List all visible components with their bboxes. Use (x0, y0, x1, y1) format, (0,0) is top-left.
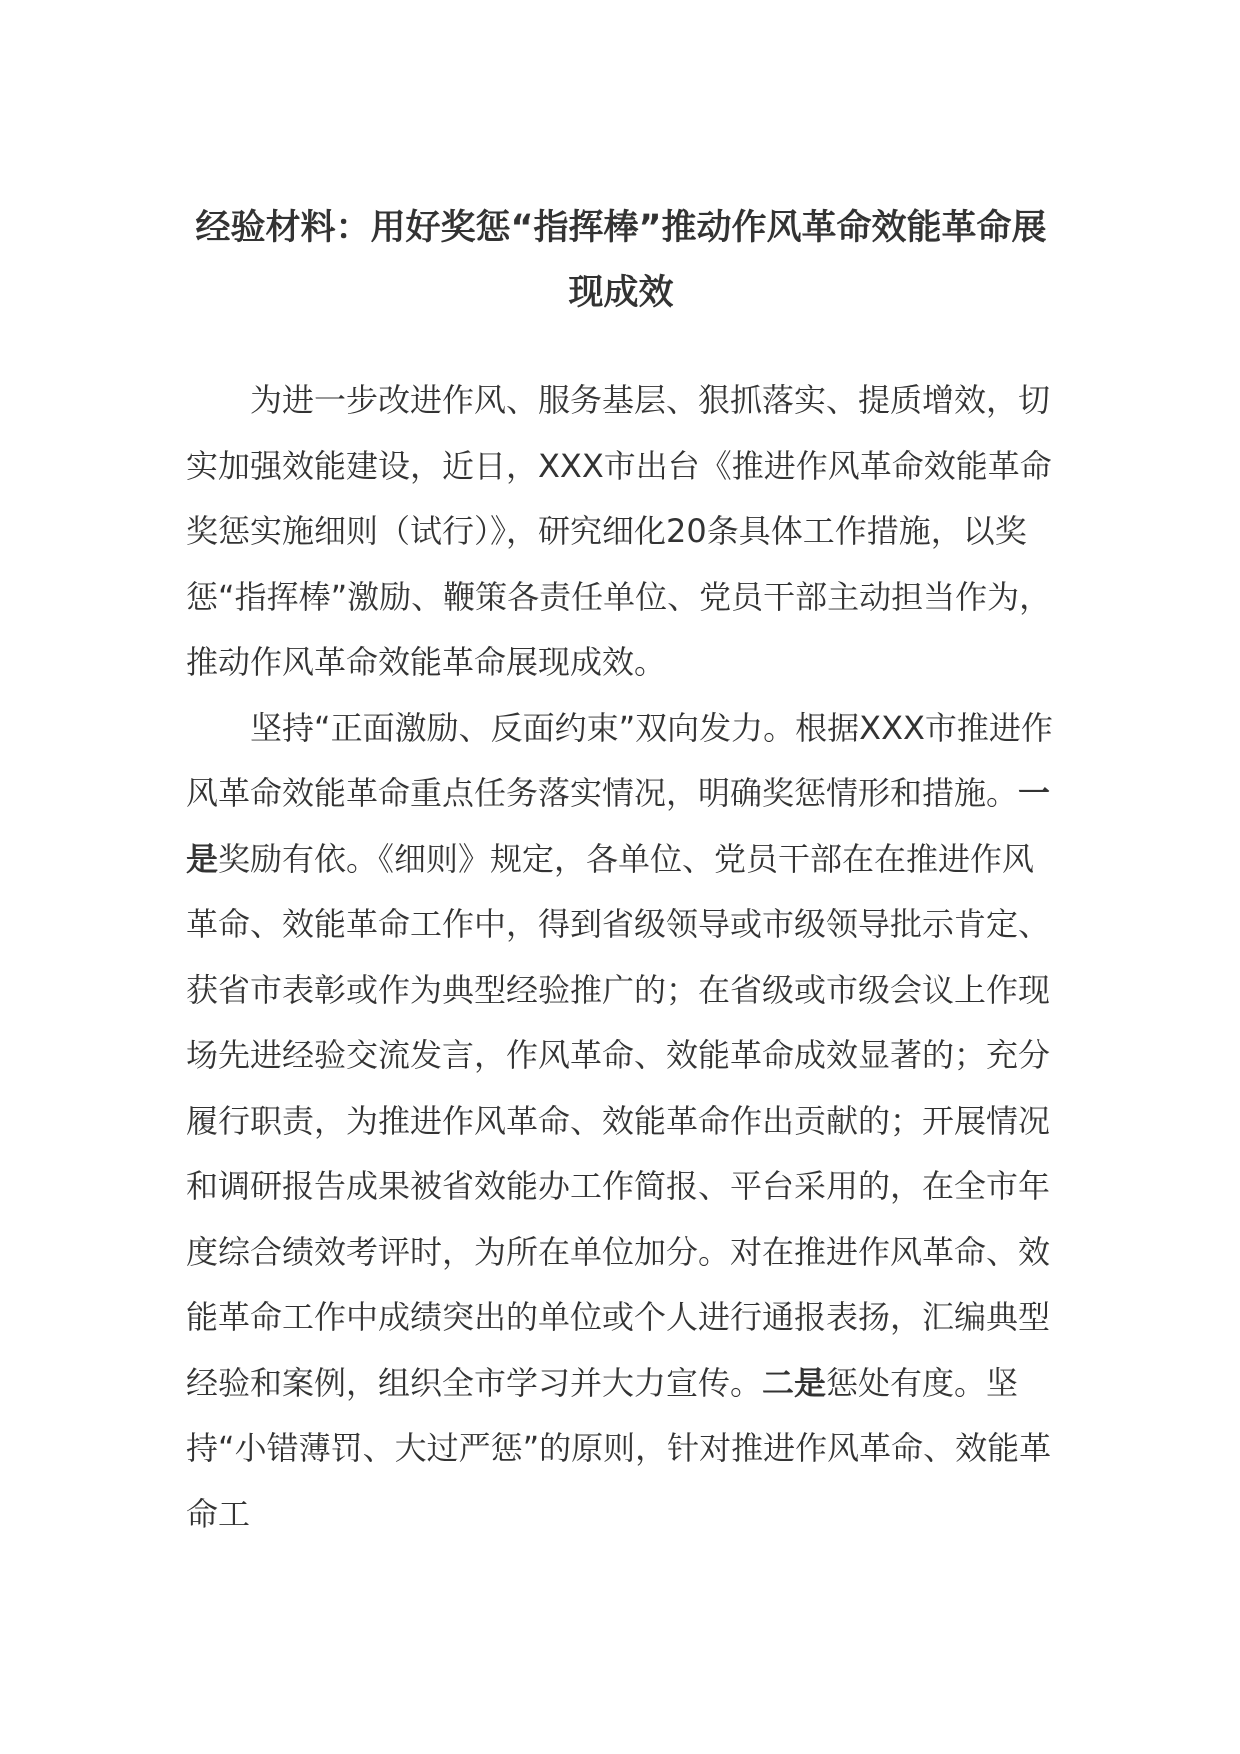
point-marker-first: 一是 (186, 774, 1051, 878)
document-page (186, 196, 1056, 1547)
document-body (186, 368, 1056, 1547)
paragraph-text: 坚持“正面激励、反面约束”双向发力。根据XXX市推进作风革命效能革命重点任务落实情况，明确奖惩情形和措施。 (186, 708, 1053, 812)
paragraph-text: 为进一步改进作风、服务基层、狠抓落实、提质增效，切实加强效能建设，近日，XXX市出台《推进作风革命效能革命奖惩实施细则（试行）》，研究细化20条具体工作措施，以奖惩“指挥棒”激励、鞭策各责任单位、党员干部主动担当作为，推动作风革命效能革命展现成效。 (186, 381, 1052, 681)
paragraph (186, 696, 1056, 1548)
point-marker-second: 二是 (762, 1363, 827, 1402)
paragraph (186, 368, 1056, 696)
paragraph-text: 奖励有依。《细则》规定，各单位、党员干部在在推进作风革命、效能革命工作中，得到省级领导或市级领导批示肯定、获省市表彰或作为典型经验推广的；在省级或市级会议上作现场先进经验交流发言，作风革命、效能革命成效显著的；充分履行职责，为推进作风革命、效能革命作出贡献的；开展情况和调研报告成果被省效能办工作简报、平台采用的，在全市年度综合绩效考评时，为所在单位加分。对在推进作风革命、效能革命工作中成绩突出的单位或个人进行通报表扬，汇编典型经验和案例，组织全市学习并大力宣传。 (186, 839, 1051, 1402)
paragraph-text: 惩处有度。坚持“小错薄罚、大过严惩”的原则，针对推进作风革命、效能革命工 (186, 1363, 1052, 1533)
document-title: 经验材料：用好奖惩“指挥棒”推动作风革命效能革命展现成效 (195, 208, 1047, 313)
